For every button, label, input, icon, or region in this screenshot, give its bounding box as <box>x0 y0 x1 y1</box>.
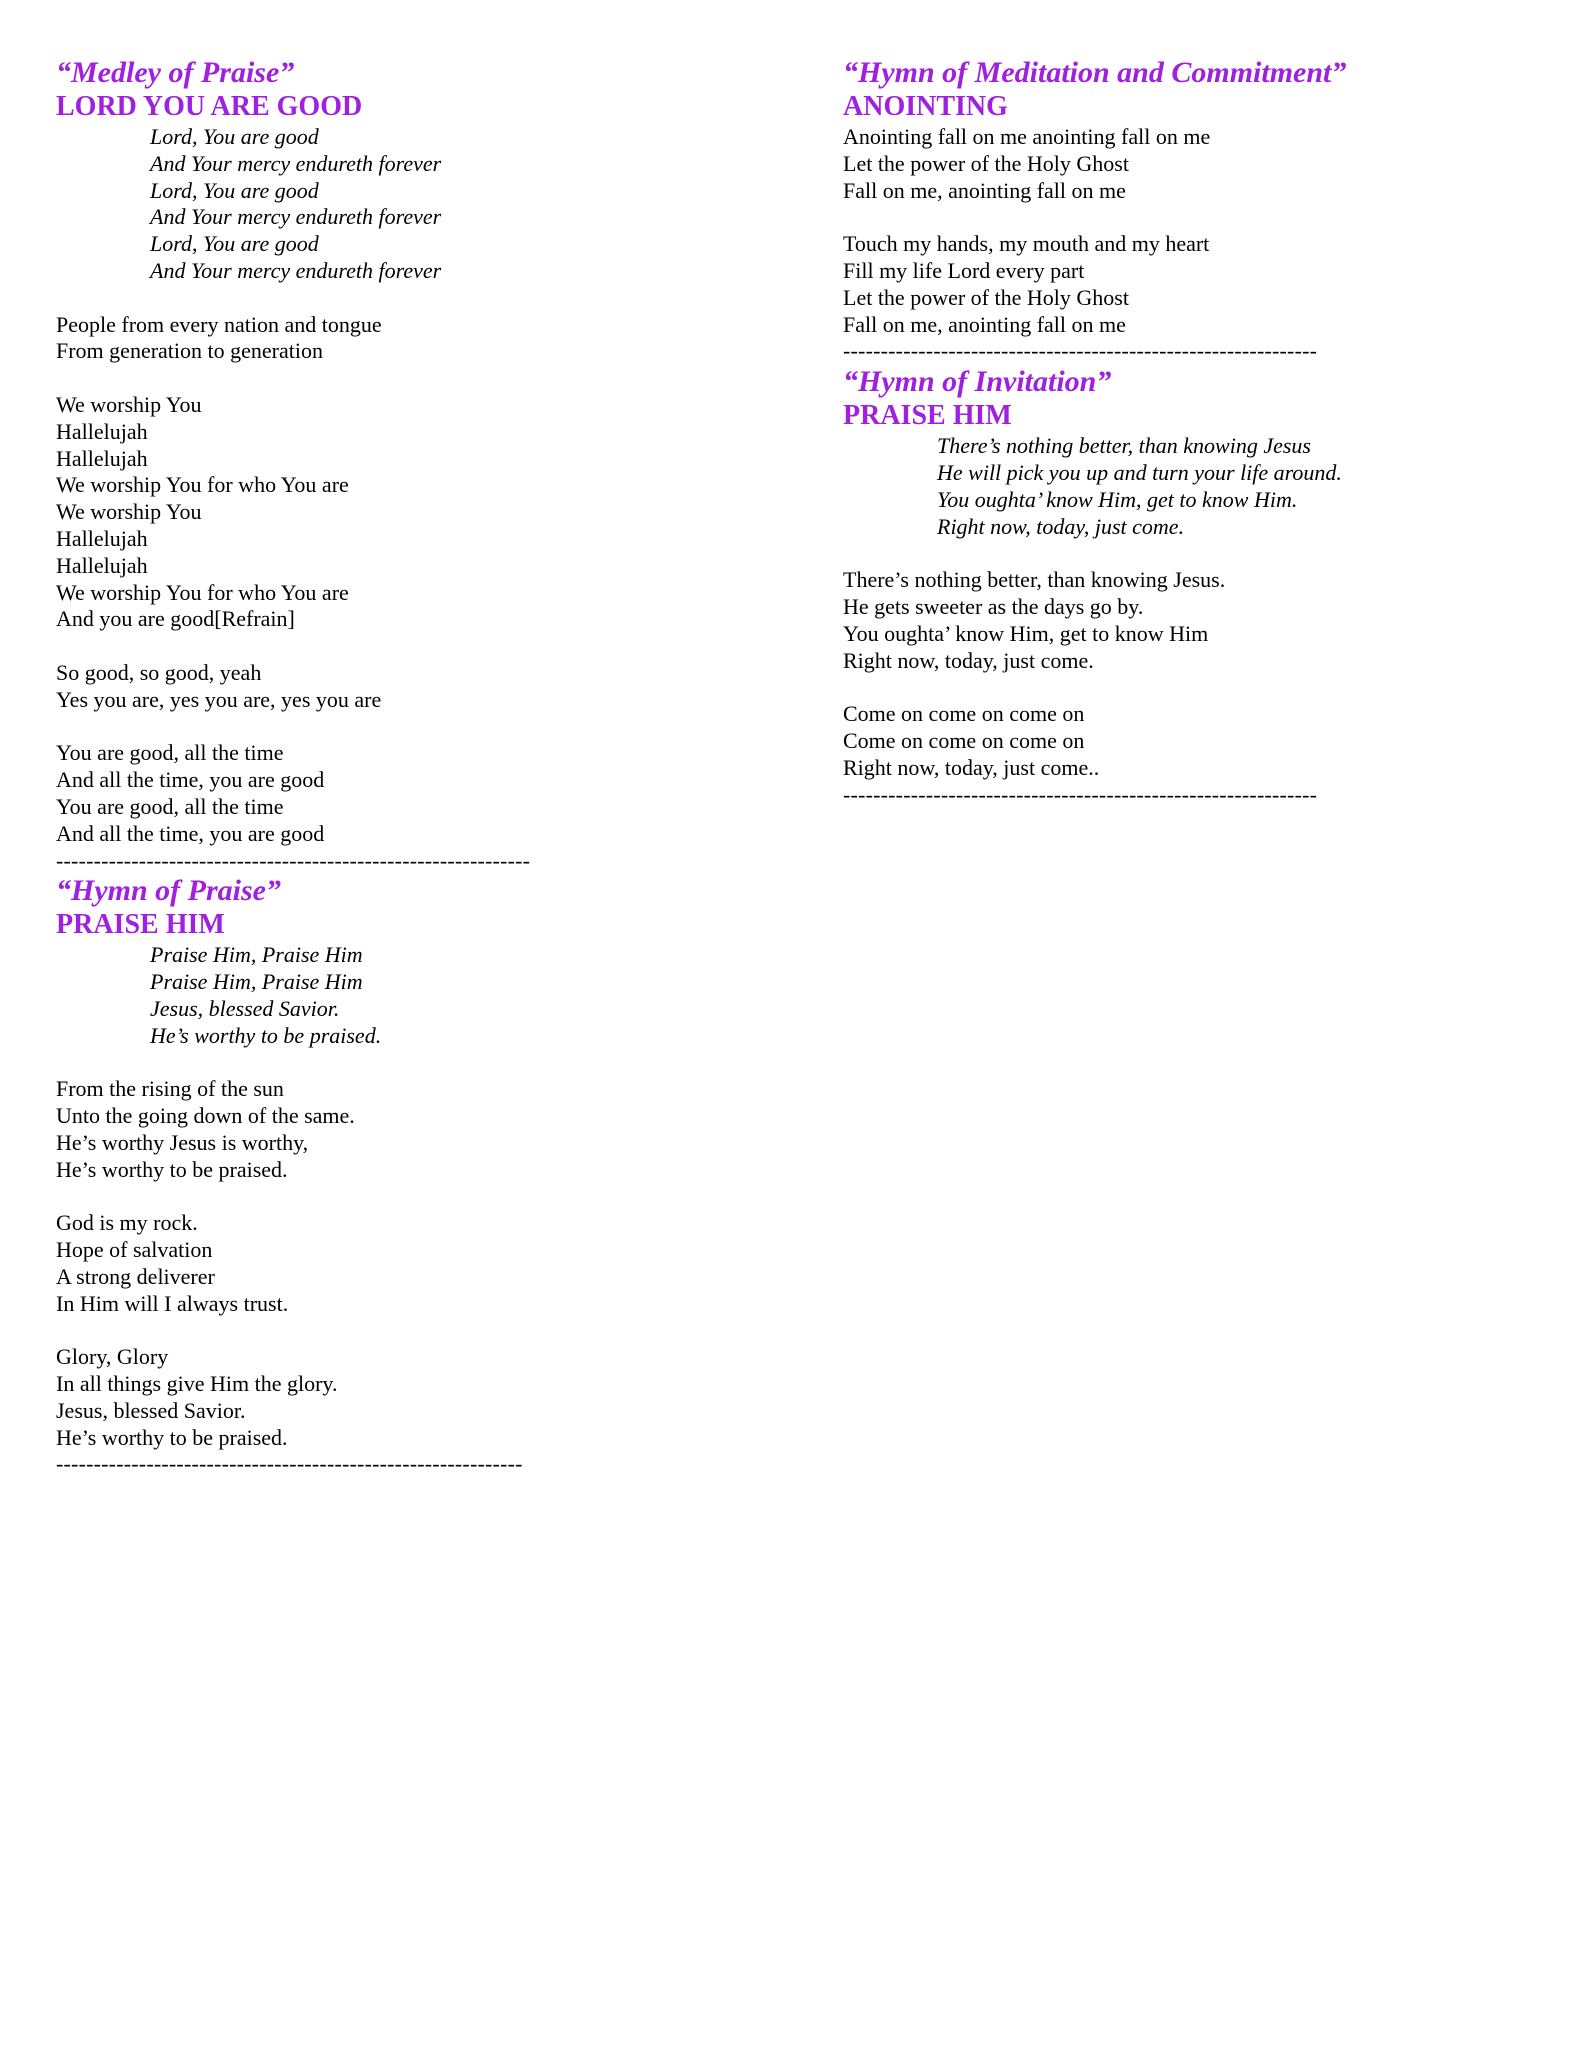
lyric-line: God is my rock. <box>56 1210 198 1236</box>
lyric-line: Come on come on come on <box>843 701 1085 727</box>
lyric-line: A strong deliverer <box>56 1263 215 1289</box>
song-block <box>843 56 1543 365</box>
lyric-line: And Your mercy endureth forever <box>150 204 442 230</box>
section-heading: “Hymn of Invitation” <box>843 365 1112 399</box>
song-block <box>56 56 756 874</box>
lyric-line: Jesus, blessed Savior. <box>56 1397 246 1423</box>
lyric-line: He’s worthy to be praised. <box>150 1022 382 1048</box>
stanza <box>56 312 756 366</box>
verses <box>56 1076 756 1451</box>
lyric-line: In all things give Him the glory. <box>56 1371 338 1397</box>
lyric-line: He’s worthy to be praised. <box>56 1424 288 1450</box>
section-heading: “Hymn of Meditation and Commitment” <box>843 56 1347 89</box>
stanza <box>843 124 1543 204</box>
lyric-line: Yes you are, yes you are, yes you are <box>56 686 382 712</box>
lyric-line: There’s nothing better, than knowing Jesus. <box>843 567 1226 593</box>
lyric-line: Lord, You are good <box>150 124 319 149</box>
lyric-line: From the rising of the sun <box>56 1076 284 1102</box>
left-column <box>56 56 756 1478</box>
stanza <box>843 231 1543 338</box>
divider: -------------------------------------------------------------- <box>56 1451 523 1477</box>
lyric-line: Lord, You are good <box>150 177 319 203</box>
stanza <box>56 660 756 714</box>
lyric-line: He gets sweeter as the days go by. <box>843 593 1144 619</box>
lyric-line: Praise Him, Praise Him <box>150 942 363 968</box>
lyric-line: He’s worthy to be praised. <box>56 1156 288 1182</box>
lyric-line: He’s worthy Jesus is worthy, <box>56 1129 309 1155</box>
lyric-line: Fill my life Lord every part <box>843 257 1085 283</box>
refrain <box>843 433 1543 540</box>
lyric-line: And you are good[Refrain] <box>56 606 295 632</box>
lyric-line: Touch my hands, my mouth and my heart <box>843 231 1210 257</box>
lyric-line: Hallelujah <box>56 552 148 578</box>
song-title: PRAISE HIM <box>843 400 1012 432</box>
section-heading: “Hymn of Praise” <box>56 874 281 908</box>
song-title: LORD YOU ARE GOOD <box>56 91 363 122</box>
lyric-line: And all the time, you are good <box>56 820 325 846</box>
lyric-line: Lord, You are good <box>150 231 319 257</box>
lyric-line: You oughta’ know Him, get to know Him. <box>937 486 1298 512</box>
lyric-line: You are good, all the time <box>56 793 284 819</box>
stanza <box>56 392 756 633</box>
lyric-line: Right now, today, just come. <box>937 513 1185 539</box>
lyric-line: Praise Him, Praise Him <box>150 969 363 995</box>
lyric-line: And Your mercy endureth forever <box>150 257 442 283</box>
lyric-line: Right now, today, just come. <box>843 647 1094 673</box>
song-block <box>56 874 756 1478</box>
song-title: PRAISE HIM <box>56 909 225 941</box>
verses <box>843 567 1543 781</box>
lyric-line: So good, so good, yeah <box>56 659 262 685</box>
lyric-line: You oughta’ know Him, get to know Him <box>843 620 1209 646</box>
lyric-line: Let the power of the Holy Ghost <box>843 284 1129 310</box>
section-heading: “Medley of Praise” <box>56 56 295 89</box>
stanza <box>843 701 1543 781</box>
divider: --------------------------------------------------------------- <box>56 847 531 873</box>
lyric-line: We worship You for who You are <box>56 579 349 605</box>
lyric-line: Hope of salvation <box>56 1237 213 1263</box>
lyric-line: Hallelujah <box>56 525 148 551</box>
stanza <box>56 1344 756 1451</box>
lyric-line: We worship You for who You are <box>56 472 349 498</box>
song-title: ANOINTING <box>843 91 1008 122</box>
lyric-line: Glory, Glory <box>56 1344 169 1370</box>
lyric-line: Hallelujah <box>56 445 148 471</box>
lyric-line: Let the power of the Holy Ghost <box>843 150 1129 176</box>
lyric-line: And Your mercy endureth forever <box>150 150 442 176</box>
lyric-line: Unto the going down of the same. <box>56 1103 355 1129</box>
stanza <box>843 567 1543 674</box>
stanza <box>56 1210 756 1317</box>
song-block <box>843 365 1543 808</box>
lyric-line: He will pick you up and turn your life around. <box>937 459 1342 485</box>
divider: --------------------------------------------------------------- <box>843 781 1318 807</box>
lyric-line: Come on come on come on <box>843 727 1085 753</box>
lyric-line: Right now, today, just come.. <box>843 754 1100 780</box>
lyric-line: We worship You <box>56 499 202 525</box>
lyric-line: And all the time, you are good <box>56 767 325 793</box>
lyric-line: Fall on me, anointing fall on me <box>843 311 1126 337</box>
lyric-line: From generation to generation <box>56 338 323 364</box>
stanza <box>56 1076 756 1183</box>
lyric-line: You are good, all the time <box>56 740 284 766</box>
lyric-line: Hallelujah <box>56 418 148 444</box>
lyric-line: Anointing fall on me anointing fall on me <box>843 124 1211 149</box>
lyric-line: Jesus, blessed Savior. <box>150 995 340 1021</box>
refrain <box>56 942 756 1049</box>
refrain <box>56 124 756 285</box>
right-column <box>843 56 1543 808</box>
lyric-line: There’s nothing better, than knowing Jesus <box>937 433 1311 459</box>
verses <box>843 124 1543 338</box>
lyric-line: We worship You <box>56 391 202 417</box>
stanza <box>56 740 756 847</box>
verses <box>56 312 756 848</box>
lyric-line: In Him will I always trust. <box>56 1290 289 1316</box>
divider: --------------------------------------------------------------- <box>843 338 1318 364</box>
lyric-line: People from every nation and tongue <box>56 311 382 337</box>
lyric-line: Fall on me, anointing fall on me <box>843 177 1126 203</box>
